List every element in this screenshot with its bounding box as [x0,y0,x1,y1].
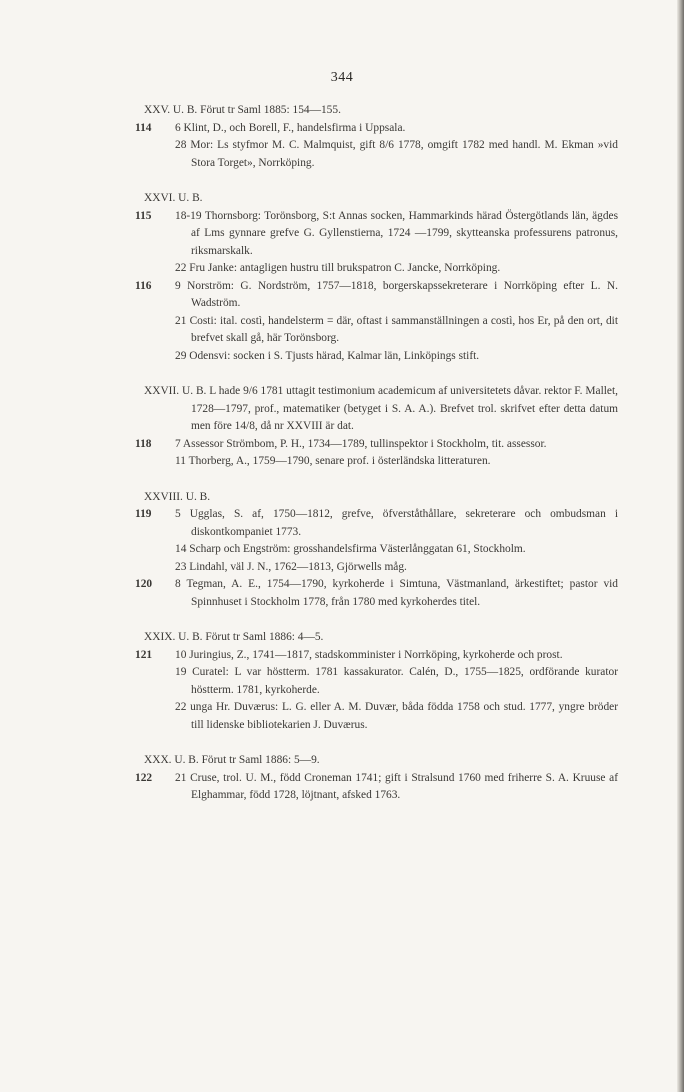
entry [135,647,618,665]
entry-text: 14 Scharp och Engström: grosshandelsfirma Västerlånggatan 61, Stockholm. [175,543,526,555]
page-number: 344 [330,70,354,85]
section-heading: XXVI. U. B. [144,192,203,204]
entry [144,137,618,172]
section-xxix [135,629,618,734]
page-edge [677,0,684,1092]
section-xxx [135,752,618,805]
entry-text: 10 Juringius, Z., 1741—1817, stadskomminister i Norrköping, kyrkoherde och prost. [175,648,563,661]
section-xxviii [135,489,618,612]
entry-number: 121 [135,648,153,661]
entry-text: 11 Thorberg, A., 1759—1790, senare prof. i österländska litteraturen. [175,455,491,467]
entry-text: 22 Fru Janke: antagligen hustru till brukspatron C. Jancke, Norrköping. [175,262,501,274]
entry-number: 120 [135,578,153,590]
entry-text: 21 Costi: ital. costì, handelsterm = där, oftast i sammanställningen a costì, hos Er, på den ort, dit brefvet skall gå, här Torönsborg. [175,314,618,344]
entry-number: 122 [135,771,153,784]
entry [144,559,618,577]
entry [144,348,618,366]
entry-number: 119 [135,508,152,520]
entry-number: 114 [135,121,152,134]
entry-text: 19 Curatel: L var höstterm. 1781 kassakurator. Calén, D., 1755—1825, ordförande kurator höstterm. 1781, kyrkoherde. [175,666,618,696]
entry-text: 9 Norström: G. Nordström, 1757—1818, borgerskapssekreterare i Norrköping efter L. N. Wadström. [175,279,618,309]
entry-number: 116 [135,279,152,292]
entry [135,120,618,138]
entry-text: 7 Assessor Strömbom, P. H., 1734—1789, tullinspektor i Stockholm, tit. assessor. [175,437,547,450]
entry-text: 22 unga Hr. Duværus: L. G. eller A. M. Duvær, båda födda 1758 och stud. 1777, yngre bröder till lidenske bibliotekarien J. Duværus. [175,701,618,731]
entry [135,770,618,805]
entry-text: 21 Cruse, trol. U. M., född Croneman 1741; gift i Stralsund 1760 med friherre S. A. Kruuse af Elghammar, född 1728, löjtnant, afsked 1763. [175,771,618,801]
section-heading: XXVII. U. B. L hade 9/6 1781 uttagit testimonium academicum af universitetets dåvar. rektor F. Mallet, 1728—1797, prof., matematiker (betyget i S. A. A.). Brefvet trol. skrifvet efter detta datum men före 14/8, då nr XXVIII är dat. [144,385,618,432]
entry-number: 115 [135,209,152,222]
section-heading: XXX. U. B. Förut tr Saml 1886: 5—9. [144,754,320,766]
entry [135,576,618,611]
entry-text: 28 Mor: Ls styfmor M. C. Malmquist, gift 8/6 1778, omgift 1782 med handl. M. Ekman »vid Stora Torget», Norrköping. [175,139,618,169]
entry-text: 5 Ugglas, S. af, 1750—1812, grefve, öfverståthållare, sekreterare och ombudsman i diskontkompaniet 1773. [175,508,618,538]
entry [144,664,618,699]
entry-text: 6 Klint, D., och Borell, F., handelsfirma i Uppsala. [175,121,406,134]
section-heading: XXVIII. U. B. [144,490,211,503]
entry [144,453,618,471]
entry-text: 18-19 Thornsborg: Torönsborg, S:t Annas socken, Hammarkinds härad Östergötlands län, ägdes af Lms gynnare grefve G. Gyllenstierna, 1724 —1799, skytteanska professurens patronus, riksmarskalk. [175,209,618,257]
section-xxv [135,102,618,172]
entry-text: 23 Lindahl, väl J. N., 1762—1813, Gjörwells måg. [175,560,407,573]
section-heading: XXV. U. B. Förut tr Saml 1885: 154—155. [144,104,341,116]
commentary-body [135,102,618,823]
entry [144,699,618,734]
entry [135,208,618,261]
entry [135,506,618,541]
section-xxvi [135,190,618,365]
entry [144,260,618,278]
entry [135,436,618,454]
entry-text: 8 Tegman, A. E., 1754—1790, kyrkoherde i Simtuna, Västmanland, ärkestiftet; pastor vid Spinnhuset i Stockholm 1778, från 1780 med kyrkoherdes titel. [175,578,618,608]
section-xxvii [135,383,618,471]
entry [135,278,618,313]
entry-text: 29 Odensvi: socken i S. Tjusts härad, Kalmar län, Linköpings stift. [175,349,480,362]
entry [144,313,618,348]
section-heading: XXIX. U. B. Förut tr Saml 1886: 4—5. [144,631,324,643]
entry [144,541,618,559]
entry-number: 118 [135,437,152,450]
